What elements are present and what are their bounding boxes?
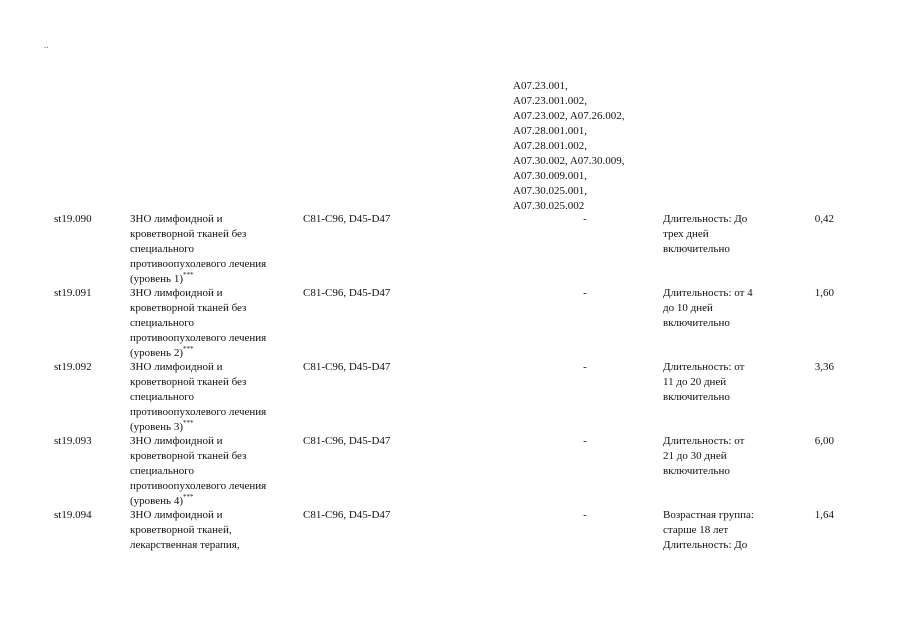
service-code-line: A07.28.001.001,: [513, 125, 587, 137]
criteria-line: включительно: [663, 465, 730, 477]
group-name-line: [130, 538, 298, 553]
footnote-mark: ***: [183, 493, 194, 501]
service-codes: -: [583, 213, 587, 225]
service-codes: -: [583, 287, 587, 299]
service-code-line: A07.23.002, A07.26.002,: [513, 110, 625, 122]
criteria-line: Длительность: от: [663, 435, 745, 447]
group-name-line: [130, 434, 298, 449]
service-code-line: A07.30.009.001,: [513, 170, 587, 182]
group-code: st19.091: [54, 287, 92, 299]
group-name: [130, 508, 298, 553]
group-name-line: [130, 212, 298, 227]
service-code-line: A07.30.025.001,: [513, 185, 587, 197]
group-name-text: (уровень 1): [130, 273, 183, 285]
group-name-line: [130, 346, 298, 361]
group-name-text: ЗНО лимфоидной и: [130, 435, 223, 447]
criteria-line: Длительность: от 4: [663, 287, 753, 299]
cost-coefficient: 6,00: [814, 435, 834, 447]
criteria-line: Длительность: До: [663, 539, 748, 551]
criteria-line: включительно: [663, 243, 730, 255]
icd-codes: C81-C96, D45-D47: [303, 435, 391, 447]
service-codes: -: [583, 361, 587, 373]
group-name-text: кроветворной тканей без: [130, 376, 247, 388]
service-code-line: A07.30.025.002: [513, 200, 585, 212]
group-name-text: специального: [130, 465, 195, 477]
group-name: [130, 360, 298, 435]
group-name-line: [130, 242, 298, 257]
service-code-line: A07.30.002, A07.30.009,: [513, 155, 625, 167]
criteria-line: включительно: [663, 391, 730, 403]
group-name: [130, 434, 298, 509]
group-name-text: противоопухолевого лечения: [130, 258, 267, 270]
group-name-line: [130, 390, 298, 405]
group-name-text: кроветворной тканей,: [130, 524, 232, 536]
cost-coefficient: 0,42: [814, 213, 834, 225]
group-name-text: специального: [130, 243, 195, 255]
group-name: [130, 212, 298, 287]
criteria-line: Длительность: До: [663, 213, 748, 225]
icd-codes: C81-C96, D45-D47: [303, 509, 391, 521]
criteria-line: включительно: [663, 317, 730, 329]
group-name: [130, 286, 298, 361]
icd-codes: C81-C96, D45-D47: [303, 287, 391, 299]
cost-coefficient: 1,64: [814, 509, 834, 521]
group-name-text: ЗНО лимфоидной и: [130, 213, 223, 225]
group-name-text: специального: [130, 317, 195, 329]
service-code-line: A07.28.001.002,: [513, 140, 587, 152]
classification-criteria: [663, 360, 793, 405]
service-codes: -: [583, 509, 587, 521]
page-corner-mark: ..: [44, 40, 49, 50]
classification-criteria: [663, 434, 793, 479]
group-name-text: кроветворной тканей без: [130, 450, 247, 462]
criteria-line: старше 18 лет: [663, 524, 729, 536]
group-name-line: [130, 257, 298, 272]
group-name-text: (уровень 4): [130, 495, 183, 507]
criteria-line: Возрастная группа:: [663, 509, 754, 521]
footnote-mark: ***: [183, 345, 194, 353]
group-name-line: [130, 375, 298, 390]
group-name-text: (уровень 3): [130, 421, 183, 433]
criteria-line: 11 до 20 дней: [663, 376, 727, 388]
group-name-line: [130, 420, 298, 435]
criteria-line: трех дней: [663, 228, 709, 240]
classification-criteria: [663, 508, 793, 553]
service-codes: -: [583, 435, 587, 447]
group-code: st19.093: [54, 435, 92, 447]
group-name-text: противоопухолевого лечения: [130, 332, 267, 344]
icd-codes: C81-C96, D45-D47: [303, 213, 391, 225]
icd-codes: C81-C96, D45-D47: [303, 361, 391, 373]
group-name-line: [130, 301, 298, 316]
group-code: st19.092: [54, 361, 92, 373]
group-name-text: противоопухолевого лечения: [130, 406, 267, 418]
group-name-line: [130, 286, 298, 301]
classification-criteria: [663, 212, 793, 257]
group-code: st19.090: [54, 213, 92, 225]
group-name-text: ЗНО лимфоидной и: [130, 287, 223, 299]
group-name-text: противоопухолевого лечения: [130, 480, 267, 492]
group-name-text: кроветворной тканей без: [130, 302, 247, 314]
group-name-line: [130, 523, 298, 538]
group-name-line: [130, 405, 298, 420]
group-name-line: [130, 272, 298, 287]
classification-criteria: [663, 286, 793, 331]
cost-coefficient: 3,36: [814, 361, 834, 373]
footnote-mark: ***: [183, 419, 194, 427]
footnote-mark: ***: [183, 271, 194, 279]
group-name-line: [130, 227, 298, 242]
criteria-line: до 10 дней: [663, 302, 713, 314]
continued-services-cell: [513, 79, 693, 214]
group-name-text: специального: [130, 391, 195, 403]
service-code-line: A07.23.001,: [513, 80, 568, 92]
group-name-text: ЗНО лимфоидной и: [130, 361, 223, 373]
group-name-line: [130, 316, 298, 331]
group-name-line: [130, 508, 298, 523]
group-name-line: [130, 331, 298, 346]
group-name-text: ЗНО лимфоидной и: [130, 509, 223, 521]
group-name-line: [130, 464, 298, 479]
group-name-line: [130, 479, 298, 494]
group-name-line: [130, 360, 298, 375]
cost-coefficient: 1,60: [814, 287, 834, 299]
group-code: st19.094: [54, 509, 92, 521]
group-name-text: (уровень 2): [130, 347, 183, 359]
group-name-line: [130, 449, 298, 464]
criteria-line: Длительность: от: [663, 361, 745, 373]
criteria-line: 21 до 30 дней: [663, 450, 727, 462]
group-name-text: кроветворной тканей без: [130, 228, 247, 240]
group-name-text: лекарственная терапия,: [130, 539, 240, 551]
service-code-line: A07.23.001.002,: [513, 95, 587, 107]
group-name-line: [130, 494, 298, 509]
